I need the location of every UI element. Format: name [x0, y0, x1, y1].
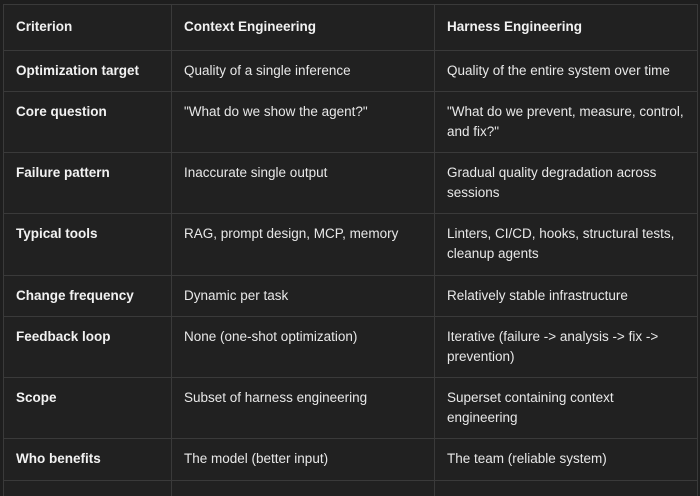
row-criterion: Optimization target: [4, 50, 172, 92]
row-harness: Relatively stable infrastructure: [435, 275, 698, 317]
row-context: "What do we show the agent?": [172, 92, 435, 153]
row-criterion: Core question: [4, 92, 172, 153]
table-bottom-spacer: [4, 480, 698, 496]
row-context: Dynamic per task: [172, 275, 435, 317]
table-header: [4, 5, 698, 51]
row-context: The model (better input): [172, 439, 435, 481]
row-harness: Iterative (failure -> analysis -> fix -> prevention): [435, 317, 698, 378]
row-context: Subset of harness engineering: [172, 378, 435, 439]
row-criterion: Feedback loop: [4, 317, 172, 378]
row-criterion: Failure pattern: [4, 153, 172, 214]
row-harness: Gradual quality degradation across sessions: [435, 153, 698, 214]
row-harness: Quality of the entire system over time: [435, 50, 698, 92]
row-harness: "What do we prevent, measure, control, and fix?": [435, 92, 698, 153]
table-row: [4, 153, 698, 214]
column-header-harness-engineering: Harness Engineering: [435, 5, 698, 51]
table-row: [4, 50, 698, 92]
table-header-row: [4, 5, 698, 51]
row-context: Inaccurate single output: [172, 153, 435, 214]
row-criterion: Scope: [4, 378, 172, 439]
row-context: None (one-shot optimization): [172, 317, 435, 378]
row-criterion: Change frequency: [4, 275, 172, 317]
row-context: RAG, prompt design, MCP, memory: [172, 214, 435, 275]
column-header-criterion: Criterion: [4, 5, 172, 51]
table-row: [4, 275, 698, 317]
table-row: [4, 92, 698, 153]
row-harness: Superset containing context engineering: [435, 378, 698, 439]
row-criterion: Who benefits: [4, 439, 172, 481]
table-body: [4, 50, 698, 496]
table-row: [4, 214, 698, 275]
table-row: [4, 439, 698, 481]
row-harness: The team (reliable system): [435, 439, 698, 481]
row-context: Quality of a single inference: [172, 50, 435, 92]
comparison-table: [3, 4, 698, 496]
table-row: [4, 378, 698, 439]
column-header-context-engineering: Context Engineering: [172, 5, 435, 51]
row-harness: Linters, CI/CD, hooks, structural tests, cleanup agents: [435, 214, 698, 275]
row-criterion: Typical tools: [4, 214, 172, 275]
table-row: [4, 317, 698, 378]
